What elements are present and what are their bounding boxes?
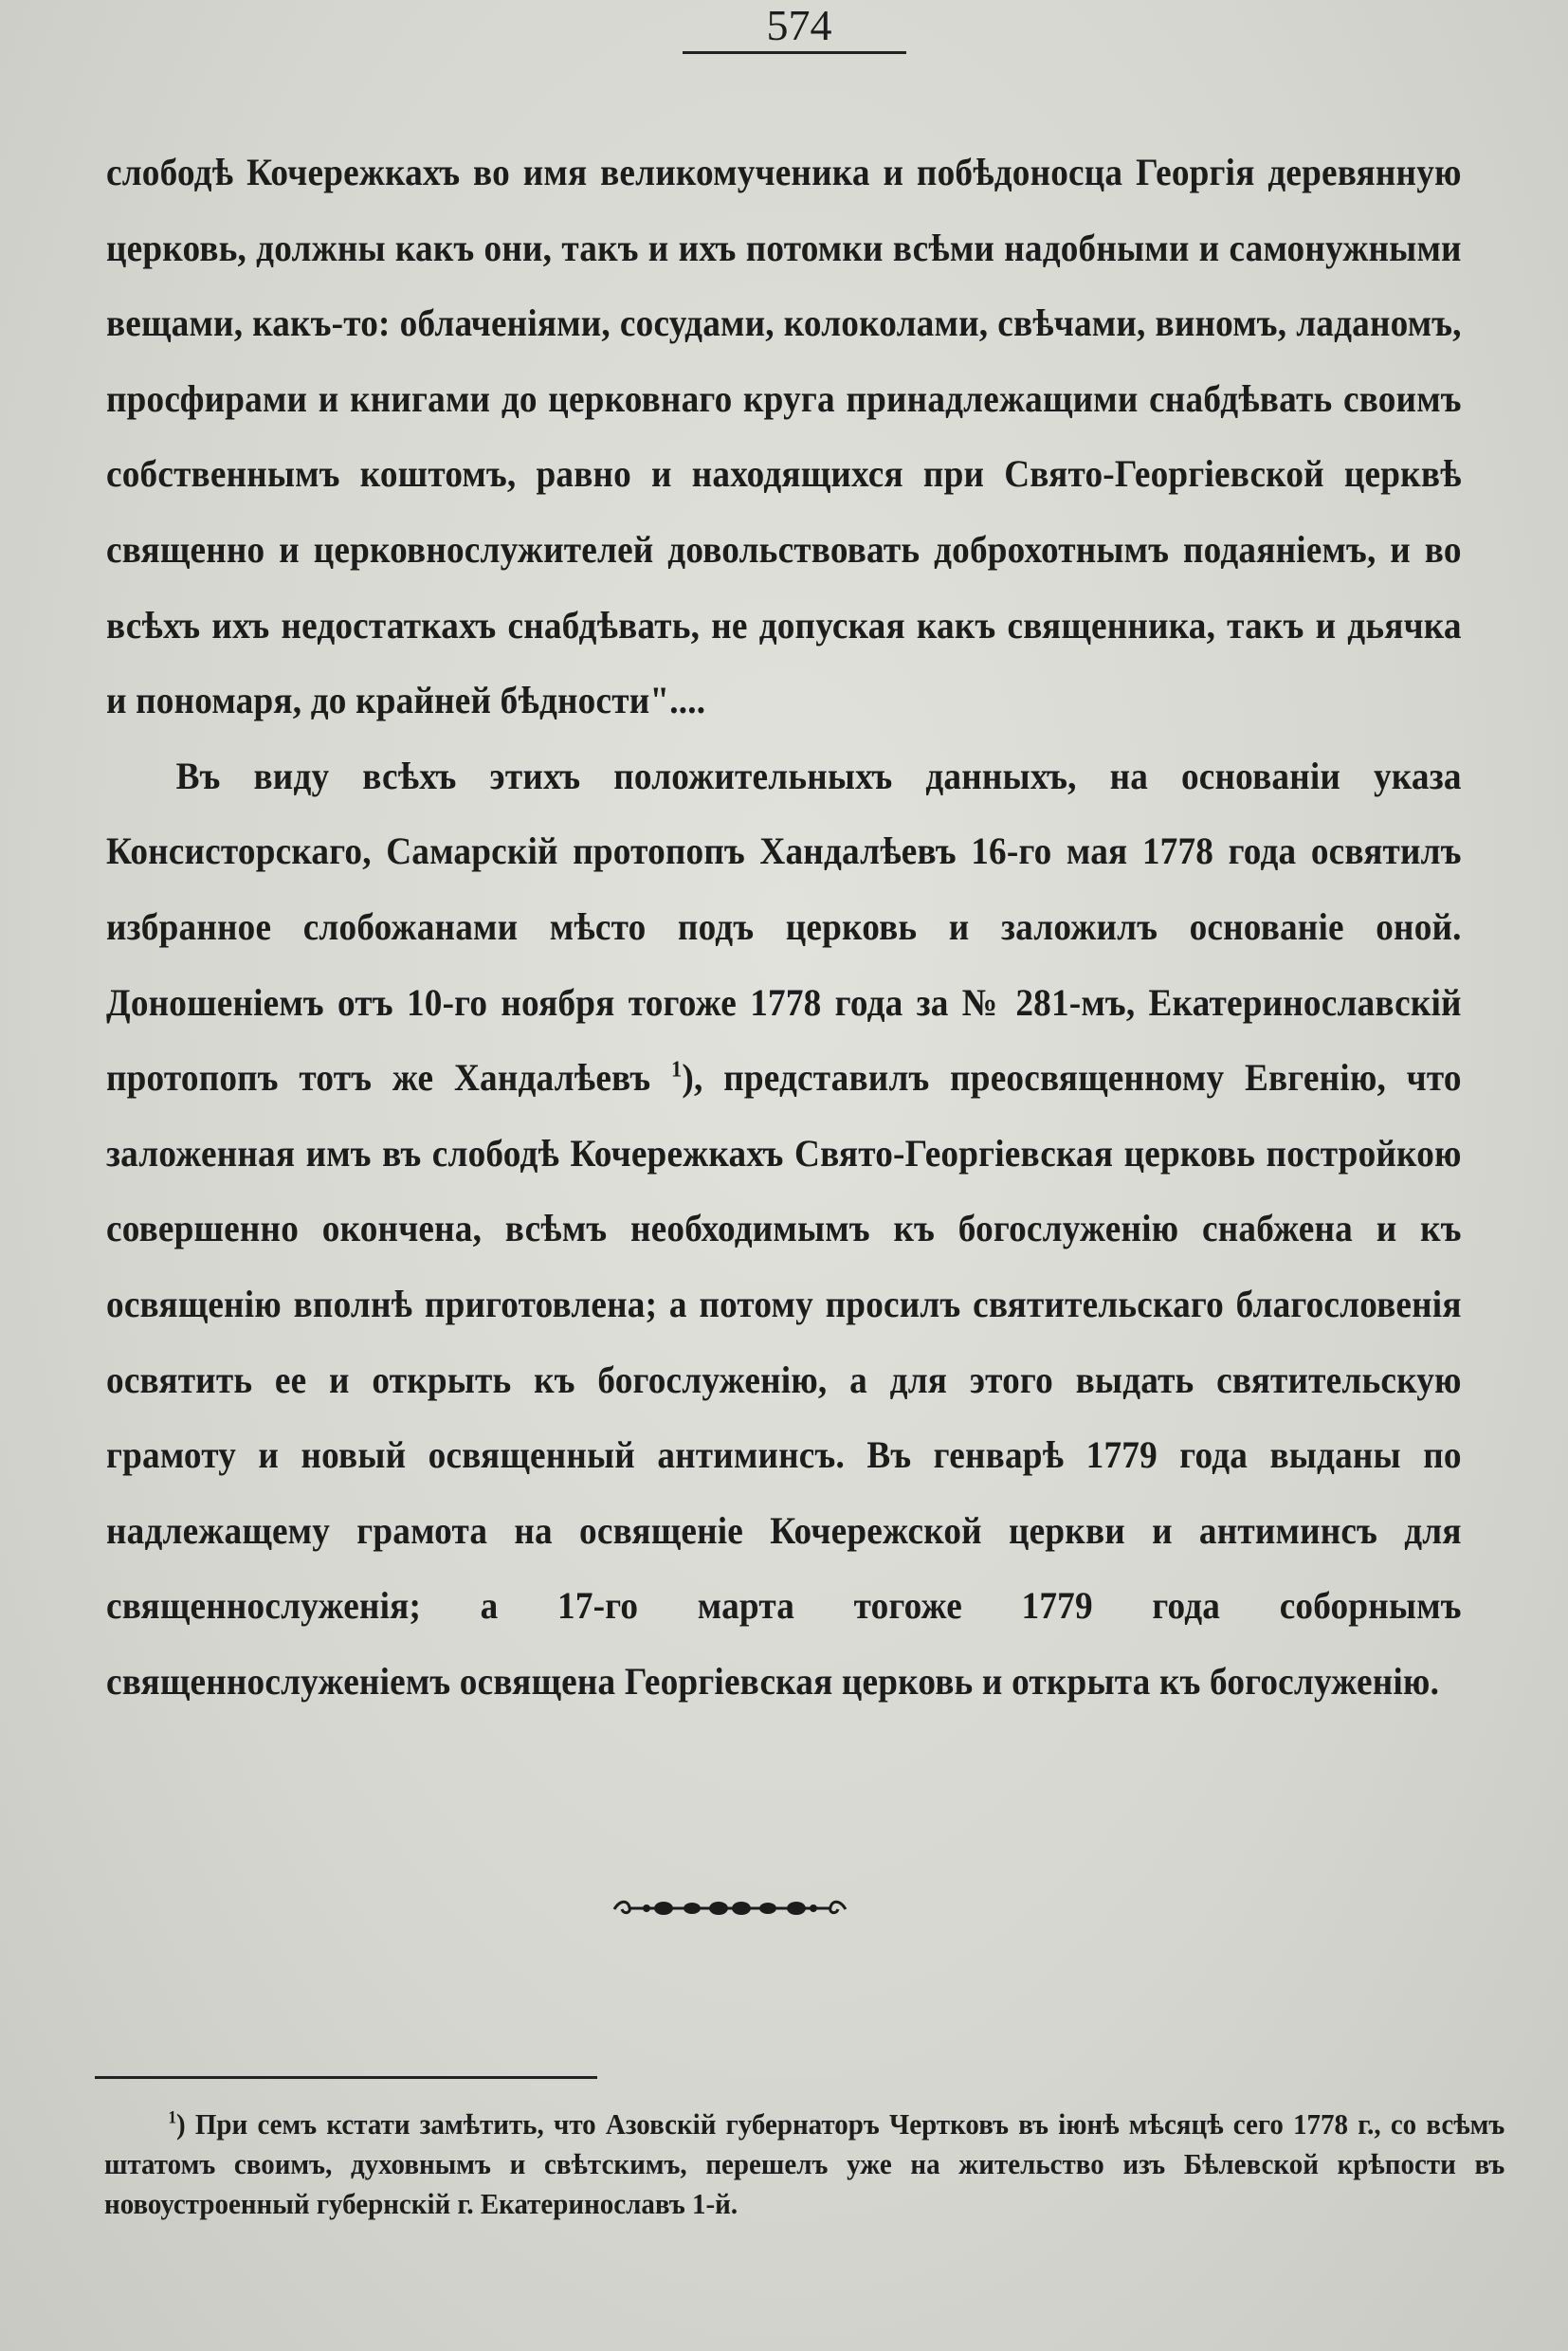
footnote-reference[interactable]: 1 [671, 1056, 683, 1083]
decorative-divider-ornament [607, 1888, 853, 1926]
footnote-paragraph [104, 2105, 1504, 2224]
footnote-text: ) При семъ кстати замѣтить, что Азовскій губернаторъ Чертковъ въ іюнѣ мѣсяцѣ сего 1778 г., со всѣмъ штатомъ своимъ, духовнымъ и свѣтскимъ, перешелъ уже на жительство изъ Бѣлевской крѣпости въ новоустроенный губернскій г. Екатеринославъ 1-й. [104, 2107, 1505, 2220]
footnote [104, 2105, 1504, 2224]
header-rule [683, 51, 906, 54]
page-number: 574 [766, 1, 832, 49]
paragraph-2-text-b: ), представилъ преосвященному Евгенію, что заложенная имъ въ слободѣ Кочережкахъ Свято-Георгіевская церковь постройкою совершенно окончена, всѣмъ необходимымъ къ богослуженію снабжена и къ освященію вполнѣ приготовлена; а потому просилъ святительскаго благословенія освятить ее и открыть къ богослуженію, а для этого выдать святительскую грамоту и новый освященный антиминсъ. Въ генварѣ 1779 года выданы по надлежащему грамота на освященіе Кочережской церкви и антиминсъ для священнослуженія; а 17-го марта тогоже 1779 года соборнымъ священнослуженіемъ освящена Георгіевская церковь и открыта къ богослуженію. [106, 1056, 1462, 1703]
footnote-marker: 1 [168, 2107, 177, 2128]
paragraph-1: слободѣ Кочережкахъ во имя великомученика и побѣдоносца Георгія деревянную церковь, должны какъ они, такъ и ихъ потомки всѣми надобными и самонужными вещами, какъ-то: облаченіями, сосудами, колоколами, свѣчами, виномъ, ладаномъ, просфирами и книгами до церковнаго круга принадлежащими снабдѣвать своимъ собственнымъ коштомъ, равно и находящихся при Свято-Георгіевской церквѣ священно и церковнослужителей довольствовать доброхотнымъ подаяніемъ, и во всѣхъ ихъ недостаткахъ снабдѣвать, не допуская какъ священника, такъ и дьячка и пономаря, до крайней бѣдности".... [106, 151, 1462, 722]
footnote-rule [95, 2076, 597, 2079]
paragraph-2 [106, 738, 1462, 1720]
main-text [106, 135, 1462, 1719]
paragraph-2-text-a: Въ виду всѣхъ этихъ положительныхъ данныхъ, на основаніи указа Консисторскаго, Самарскій протопопъ Хандалѣевъ 16-го мая 1778 года освятилъ избранное слобожанами мѣсто подъ церковь и заложилъ основаніе оной. Доношеніемъ отъ 10-го ноября тогоже 1778 года за № 281-мъ, Екатеринославскій протопопъ тотъ же Хандалѣевъ [106, 754, 1462, 1100]
